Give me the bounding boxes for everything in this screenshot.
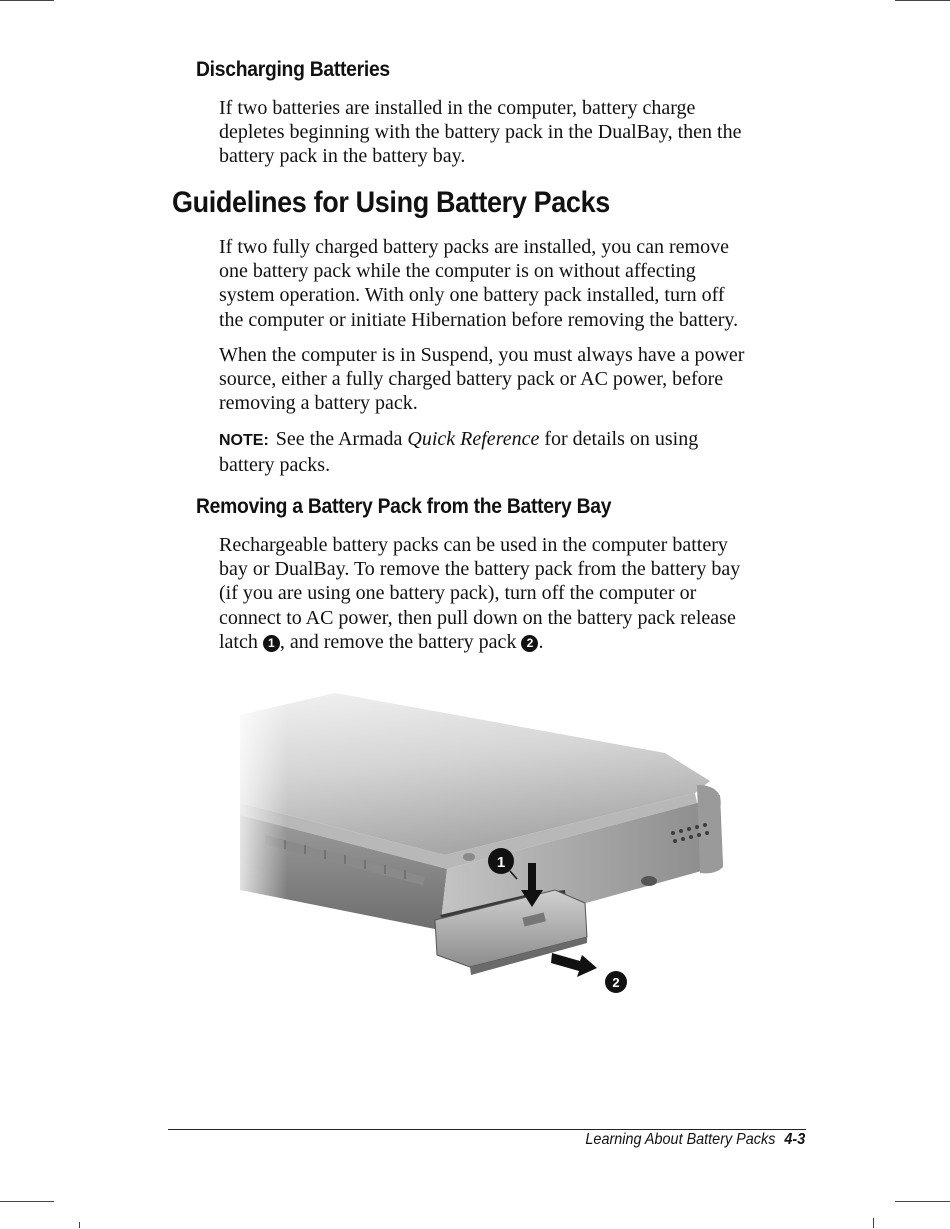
- paragraph-guidelines-1: [219, 235, 809, 332]
- callout-1-icon: 1: [263, 635, 280, 652]
- crop-mark-bottom-left: [0, 1201, 54, 1202]
- footer-page-number: 4-3: [784, 1131, 805, 1148]
- heading-removing-battery-pack: Removing a Battery Pack from the Battery Bay: [196, 495, 612, 518]
- text-line: system operation. With only one battery pack installed, turn off: [219, 284, 725, 307]
- crop-mark-bottom-left-tick: [79, 1222, 80, 1228]
- heading-discharging-batteries: Discharging Batteries: [196, 58, 390, 81]
- crop-mark-top-left: [0, 0, 54, 1]
- text-line: [219, 427, 809, 453]
- text-line: (if you are using one battery pack), turn off the computer or: [219, 582, 697, 605]
- battery-removal-illustration: [225, 685, 745, 1005]
- callout-2-icon: 2: [521, 635, 538, 652]
- note-reference-title: Quick Reference: [407, 428, 540, 450]
- text-line: source, either a fully charged battery pack or AC power, before: [219, 368, 724, 391]
- text-line: battery packs.: [219, 454, 331, 477]
- footer-chapter-title: Learning About Battery Packs: [585, 1131, 776, 1148]
- text-line: Rechargeable battery packs can be used in the computer battery: [219, 534, 728, 556]
- paragraph-discharging: [219, 96, 809, 169]
- text-line: If two fully charged battery packs are installed, you can remove: [219, 236, 729, 258]
- text-line: depletes beginning with the battery pack in the DualBay, then the: [219, 121, 742, 144]
- page-footer: [585, 1131, 805, 1149]
- crop-mark-bottom-right: [895, 1201, 950, 1202]
- note-label: NOTE:: [219, 432, 269, 449]
- text-line: If two batteries are installed in the computer, battery charge: [219, 97, 696, 119]
- note-text-before: See the Armada: [275, 428, 408, 450]
- paragraph-guidelines-2: [219, 343, 809, 416]
- text-line: removing a battery pack.: [219, 392, 418, 415]
- paragraph-removing: [219, 533, 809, 654]
- heading-guidelines: Guidelines for Using Battery Packs: [172, 186, 610, 219]
- text-fragment: .: [538, 630, 544, 653]
- text-line: [219, 630, 809, 654]
- text-line: one battery pack while the computer is on without affecting: [219, 260, 696, 283]
- text-line: battery pack in the battery bay.: [219, 145, 466, 168]
- note-paragraph: [219, 427, 809, 477]
- footer-rule: [168, 1129, 806, 1130]
- laptop-illustration-svg: [225, 685, 745, 1005]
- text-line: connect to AC power, then pull down on the battery pack release: [219, 606, 736, 629]
- text-line: When the computer is in Suspend, you must always have a power: [219, 344, 745, 366]
- text-fragment: , and remove the battery pack: [279, 630, 522, 653]
- crop-mark-top-right: [895, 0, 950, 1]
- left-fade-overlay: [225, 685, 745, 1005]
- text-line: bay or DualBay. To remove the battery pack from the battery bay: [219, 558, 741, 581]
- text-fragment: latch: [219, 630, 263, 653]
- text-line: the computer or initiate Hibernation before removing the battery.: [219, 308, 739, 331]
- note-text-after: for details on using: [539, 428, 699, 450]
- crop-mark-bottom-right-tick: [873, 1218, 874, 1228]
